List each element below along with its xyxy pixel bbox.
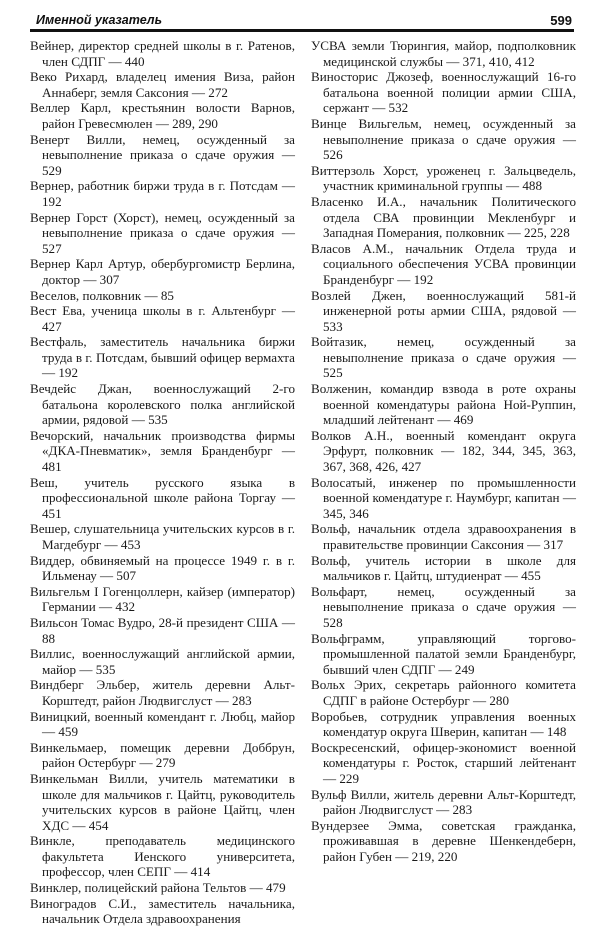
index-entry: Вольф, учитель истории в школе для мальчиков г. Цайтц, штудиенрат — 455 [311, 552, 576, 584]
index-entry: Вернер, работник биржи труда в г. Потсдам — 192 [30, 178, 295, 209]
index-entry: Веллер Карл, крестьянин волости Варнов, район Гревесмюлен — 289, 290 [30, 100, 295, 131]
index-entry: Вешер, слушательница учительских курсов в г. Магдебург — 453 [30, 521, 295, 552]
index-entry: Волосатый, инженер по промышленности военной комендатуре г. Наумбург, капитан — 345, 346 [311, 474, 576, 521]
index-entry: Вульф Вилли, житель деревни Альт-Корштедт, район Людвигслуст — 283 [311, 786, 576, 818]
index-entry: Винце Вильгельм, немец, осужденный за невыполнение приказа о сдаче оружия — 526 [311, 115, 576, 163]
index-entry: Вольф, начальник отдела здравоохранения в правительстве провинции Саксония — 317 [311, 521, 576, 552]
left-column [30, 38, 295, 927]
index-entry: Виттерзоль Хорст, уроженец г. Зальцведель, участник криминальной группы — 488 [311, 162, 576, 194]
index-entry: Вольфарт, немец, осужденный за невыполнение приказа о сдаче оружия — 528 [311, 583, 576, 630]
index-entry: Волженин, командир взвода в роте охраны военной комендатуры района Ной-Руппин, младший лейтенант — 469 [311, 381, 576, 428]
page-number: 599 [550, 13, 572, 28]
index-entry: Вернер Карл Артур, обербургомистр Берлина, доктор — 307 [30, 256, 295, 287]
index-entry: Виницкий, военный комендант г. Любц, майор — 459 [30, 708, 295, 740]
index-entry: Власов А.М., начальник Отдела труда и социального обеспечения УСВА провинции Бранденбург — 192 [311, 240, 576, 287]
index-entry: Вольфграмм, управляющий торгово-промышленной палатой земли Бранденбург, бывший член СДПГ — 249 [311, 630, 576, 677]
index-entry: Вольх Эрих, секретарь районного комитета СДПГ в районе Остербург — 280 [311, 677, 576, 708]
index-entry: Вернер Горст (Хорст), немец, осужденный за невыполнение приказа о сдаче оружия — 527 [30, 209, 295, 256]
index-entry: Вильгельм I Гогенцоллерн, кайзер (император) Германии — 432 [30, 583, 295, 615]
index-entry: Винкельман Вилли, учитель математики в школе для мальчиков г. Цайтц, руководитель учительских курсов в районе Цайтц, член ХДС — 454 [30, 770, 295, 833]
index-entry: УСВА земли Тюрингия, майор, подполковник медицинской службы — 371, 410, 412 [311, 38, 576, 69]
index-entry: Воскресенский, офицер-экономист военной комендатуры г. Росток, старший лейтенант — 229 [311, 739, 576, 786]
index-entry: Воробьев, сотрудник управления военных комендатур округа Шверин, капитан — 148 [311, 708, 576, 740]
index-entry: Вечорский, начальник производства фирмы «ДКА-Пневматик», земля Бранденбург — 481 [30, 427, 295, 475]
index-entry: Винкле, преподаватель медицинского факультета Иенского университета, профессор, член СЕПГ — 414 [30, 833, 295, 880]
index-entry: Власенко И.А., начальник Политического отдела СВА провинции Мекленбург и Западная Померания, полковник — 225, 228 [311, 193, 576, 241]
index-entry: Виносторис Джозеф, военнослужащий 16-го батальона военной полиции армии США, сержант — 532 [311, 69, 576, 116]
section-title: Именной указатель [36, 13, 163, 27]
index-entry: Вечдейс Джан, военнослужащий 2-го батальона королевского полка английской армии, рядовой — 535 [30, 381, 295, 428]
header-rule [30, 29, 574, 32]
index-entry: Венерт Вилли, немец, осужденный за невыполнение приказа о сдаче оружия — 529 [30, 131, 295, 178]
index-entry: Вестфаль, заместитель начальника биржи труда в г. Потсдам, бывший офицер вермахта — 192 [30, 334, 295, 381]
index-entry: Виллис, военнослужащий английской армии, майор — 535 [30, 646, 295, 677]
index-entry: Вест Ева, ученица школы в г. Альтенбург — 427 [30, 303, 295, 334]
index-entry: Виноградов С.И., заместитель начальника, начальник Отдела здравоохранения [30, 895, 295, 927]
index-entry: Винкельмаер, помещик деревни Доббрун, район Остербург — 279 [30, 739, 295, 771]
index-entry: Вейнер, директор средней школы в г. Ратенов, член СДПГ — 440 [30, 38, 295, 69]
index-entry: Возлей Джен, военнослужащий 581-й инженерной роты армии США, рядовой — 533 [311, 287, 576, 334]
page-header [30, 10, 574, 32]
index-entry: Веко Рихард, владелец имения Виза, район Аннаберг, земля Саксония — 272 [30, 69, 295, 100]
index-entry: Веш, учитель русского языка в профессиональной школе района Торгау — 451 [30, 474, 295, 521]
index-entry: Винклер, полицейский района Тельтов — 479 [30, 880, 286, 896]
index-entry: Веселов, полковник — 85 [30, 287, 174, 303]
index-entry: Вундерзее Эмма, советская гражданка, проживавшая в деревне Шенкендеберн, район Губен — 219, 220 [311, 817, 576, 864]
index-entry: Виндберг Эльбер, житель деревни Альт-Корштедт, район Людвигслуст — 283 [30, 677, 295, 708]
right-column [311, 38, 576, 864]
index-entry: Виддер, обвиняемый на процессе 1949 г. в г. Ильменау — 507 [30, 552, 295, 584]
index-entry: Волков А.Н., военный комендант округа Эрфурт, полковник — 182, 344, 345, 363, 367, 368, 426, 427 [311, 427, 576, 475]
index-entry: Вильсон Томас Вудро, 28-й президент США — 88 [30, 614, 295, 646]
index-entry: Войтазик, немец, осужденный за невыполнение приказа о сдаче оружия — 525 [311, 334, 576, 381]
